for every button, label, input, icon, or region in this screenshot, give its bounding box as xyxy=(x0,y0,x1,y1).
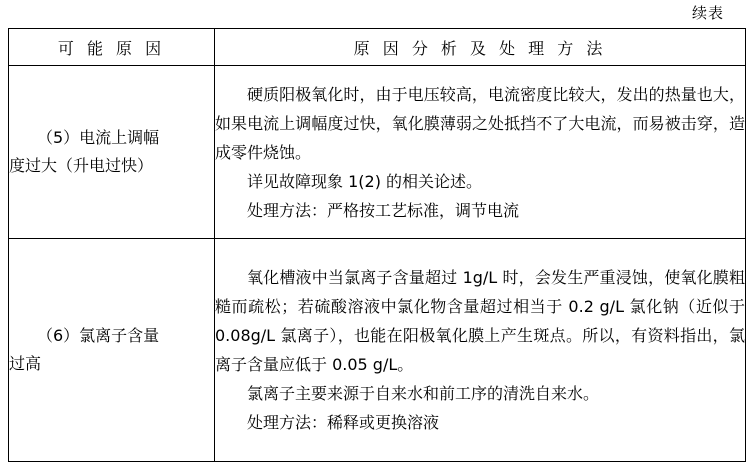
table-header-row xyxy=(9,29,746,66)
column-header-analysis: 原 因 分 析 及 处 理 方 法 xyxy=(215,29,746,66)
analysis-cell-5 xyxy=(215,66,746,239)
cause-line: 过高 xyxy=(9,354,42,373)
analysis-paragraph: 处理方法：稀释或更换溶液 xyxy=(247,413,440,432)
table-row xyxy=(9,66,746,239)
fault-analysis-table xyxy=(8,28,746,462)
cause-line: （6）氯离子含量 xyxy=(37,326,160,345)
cause-cell-6 xyxy=(9,239,215,462)
table-row xyxy=(9,239,746,462)
analysis-paragraph: 氧化槽液中当氯离子含量超过 1g/L 时，会发生严重浸蚀，使氧化膜粗糙而疏松；若硫酸溶液中氯化物含量超过相当于 0.2 g/L 氯化钠（近似于 0.08g/L 氯离子），也能在阳极氧化膜上产生斑点。所以，有资料指出，氯离子含量应低于 0.05 g/L。 xyxy=(215,268,745,374)
analysis-paragraph: 详见故障现象 1(2) 的相关论述。 xyxy=(247,171,483,191)
analysis-paragraph: 硬质阳极氧化时，由于电压较高，电流密度比较大，发出的热量也大，如果电流上调幅度过快，氧化膜薄弱之处抵挡不了大电流，而易被击穿，造成零件烧蚀。 xyxy=(215,84,745,162)
analysis-paragraph: 处理方法：严格按工艺标准，调节电流 xyxy=(247,200,520,220)
column-header-cause: 可 能 原 因 xyxy=(9,29,215,66)
cause-line: （5）电流上调幅 xyxy=(37,128,160,147)
continuation-label: 续表 xyxy=(691,4,724,22)
cause-cell-5 xyxy=(9,66,215,239)
cause-line: 度过大（升电过快） xyxy=(9,156,154,175)
analysis-paragraph: 氯离子主要来源于自来水和前工序的清洗自来水。 xyxy=(247,384,600,403)
analysis-cell-6 xyxy=(215,239,746,462)
